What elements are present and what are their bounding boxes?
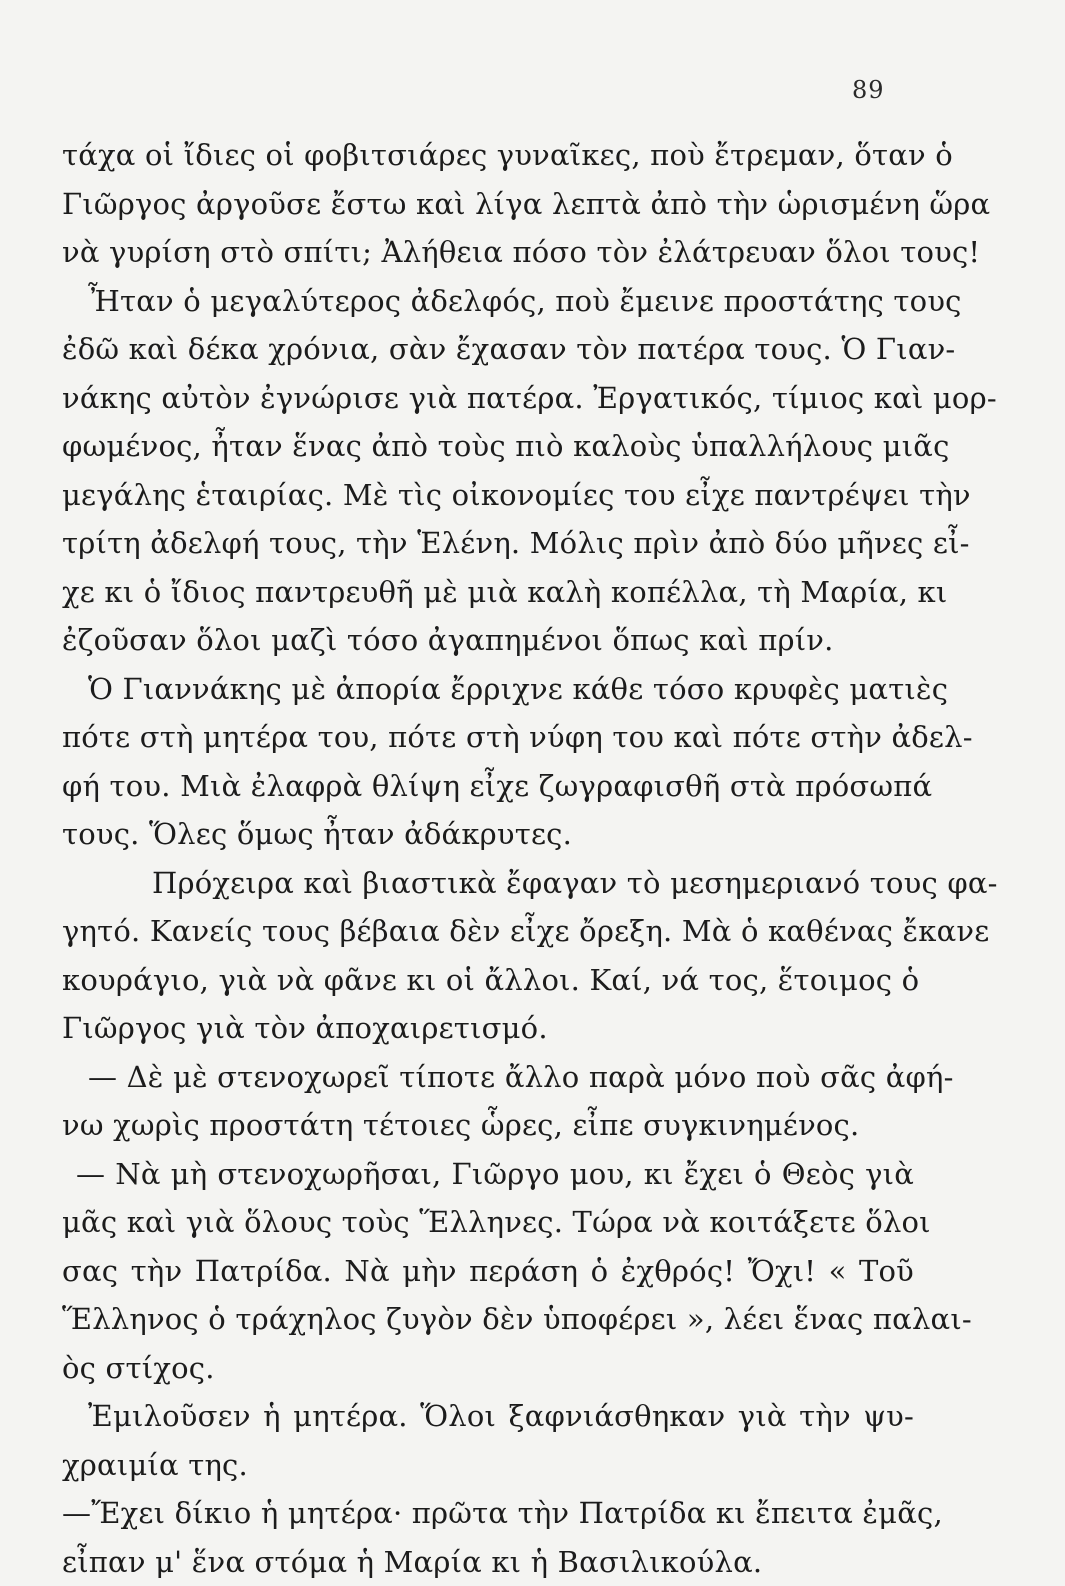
text-line: — Δὲ μὲ στενοχωρεῖ τίποτε ἄλλο παρὰ μόνο ποὺ σᾶς ἀφή- <box>62 1053 914 1102</box>
text-line: ὸς στίχος. <box>62 1344 914 1393</box>
text-line: κουράγιο, γιὰ νὰ φᾶνε κι οἱ ἄλλοι. Καί, νά τος, ἕτοιμος ὁ <box>62 956 914 1005</box>
text-line: νω χωρὶς προστάτη τέτοιες ὧρες, εἶπε συγκινημένος. <box>62 1101 914 1150</box>
text-line: Γιῶργος γιὰ τὸν ἀποχαιρετισμό. <box>62 1004 914 1053</box>
text-line: γητό. Κανείς τους βέβαια δὲν εἶχε ὄρεξη. Μὰ ὁ καθένας ἔκανε <box>62 907 914 956</box>
text-line: φωμένος, ἦταν ἕνας ἀπὸ τοὺς πιὸ καλοὺς ὑπαλλήλους μιᾶς <box>62 422 914 471</box>
text-line: χε κι ὁ ἴδιος παντρευθῆ μὲ μιὰ καλὴ κοπέλλα, τὴ Μαρία, κι <box>62 568 914 617</box>
text-line: Πρόχειρα καὶ βιαστικὰ ἔφαγαν τὸ μεσημεριανό τους φα- <box>62 859 914 908</box>
body-text <box>62 131 914 1586</box>
text-line: Ἦταν ὁ μεγαλύτερος ἀδελφός, ποὺ ἔμεινε προστάτης τους <box>62 277 914 326</box>
text-line: — Νὰ μὴ στενοχωρῆσαι, Γιῶργο μου, κι ἔχει ὁ Θεὸς γιὰ <box>62 1150 914 1199</box>
text-line: χραιμία της. <box>62 1441 914 1490</box>
text-line: τάχα οἱ ἴδιες οἱ φοβιτσιάρες γυναῖκες, ποὺ ἔτρεμαν, ὅταν ὁ <box>62 131 914 180</box>
text-line: νὰ γυρίση στὸ σπίτι; Ἀλήθεια πόσο τὸν ἐλάτρευαν ὅλοι τους! <box>62 228 914 277</box>
text-line: ἐδῶ καὶ δέκα χρόνια, σὰν ἔχασαν τὸν πατέρα τους. Ὁ Γιαν- <box>62 325 914 374</box>
text-line: ἐζοῦσαν ὅλοι μαζὶ τόσο ἀγαπημένοι ὅπως καὶ πρίν. <box>62 616 914 665</box>
text-line: Ἐμιλοῦσεν ἡ μητέρα. Ὅλοι ξαφνιάσθηκαν γιὰ τὴν ψυ- <box>62 1392 914 1441</box>
text-line: εἶπαν μ' ἕνα στόμα ἡ Μαρία κι ἡ Βασιλικούλα. <box>62 1538 914 1586</box>
text-line: σας τὴν Πατρίδα. Νὰ μὴν περάση ὁ ἐχθρός! Ὄχι! « Τοῦ <box>62 1247 914 1296</box>
text-line: τους. Ὅλες ὅμως ἦταν ἀδάκρυτες. <box>62 810 914 859</box>
text-line: Ἕλληνος ὁ τράχηλος ζυγὸν δὲν ὑποφέρει », λέει ἕνας παλαι- <box>62 1295 914 1344</box>
text-line: φή του. Μιὰ ἐλαφρὰ θλίψη εἶχε ζωγραφισθῆ στὰ πρόσωπά <box>62 762 914 811</box>
text-line: νάκης αὐτὸν ἐγνώρισε γιὰ πατέρα. Ἐργατικός, τίμιος καὶ μορ- <box>62 374 914 423</box>
text-line: τρίτη ἀδελφή τους, τὴν Ἑλένη. Μόλις πρὶν ἀπὸ δύο μῆνες εἶ- <box>62 519 914 568</box>
text-line: μεγάλης ἑταιρίας. Μὲ τὶς οἰκονομίες του εἶχε παντρέψει τὴν <box>62 471 914 520</box>
text-line: μᾶς καὶ γιὰ ὅλους τοὺς Ἕλληνες. Τώρα νὰ κοιτάξετε ὅλοι <box>62 1198 914 1247</box>
text-line: πότε στὴ μητέρα του, πότε στὴ νύφη του καὶ πότε στὴν ἀδελ- <box>62 713 914 762</box>
text-line: Ὁ Γιαννάκης μὲ ἀπορία ἔρριχνε κάθε τόσο κρυφὲς ματιὲς <box>62 665 914 714</box>
text-line: —Ἔχει δίκιο ἡ μητέρα· πρῶτα τὴν Πατρίδα κι ἔπειτα ἐμᾶς, <box>62 1489 914 1538</box>
text-line: Γιῶργος ἀργοῦσε ἔστω καὶ λίγα λεπτὰ ἀπὸ τὴν ὡρισμένη ὥρα <box>62 180 914 229</box>
page-number: 89 <box>852 76 885 104</box>
